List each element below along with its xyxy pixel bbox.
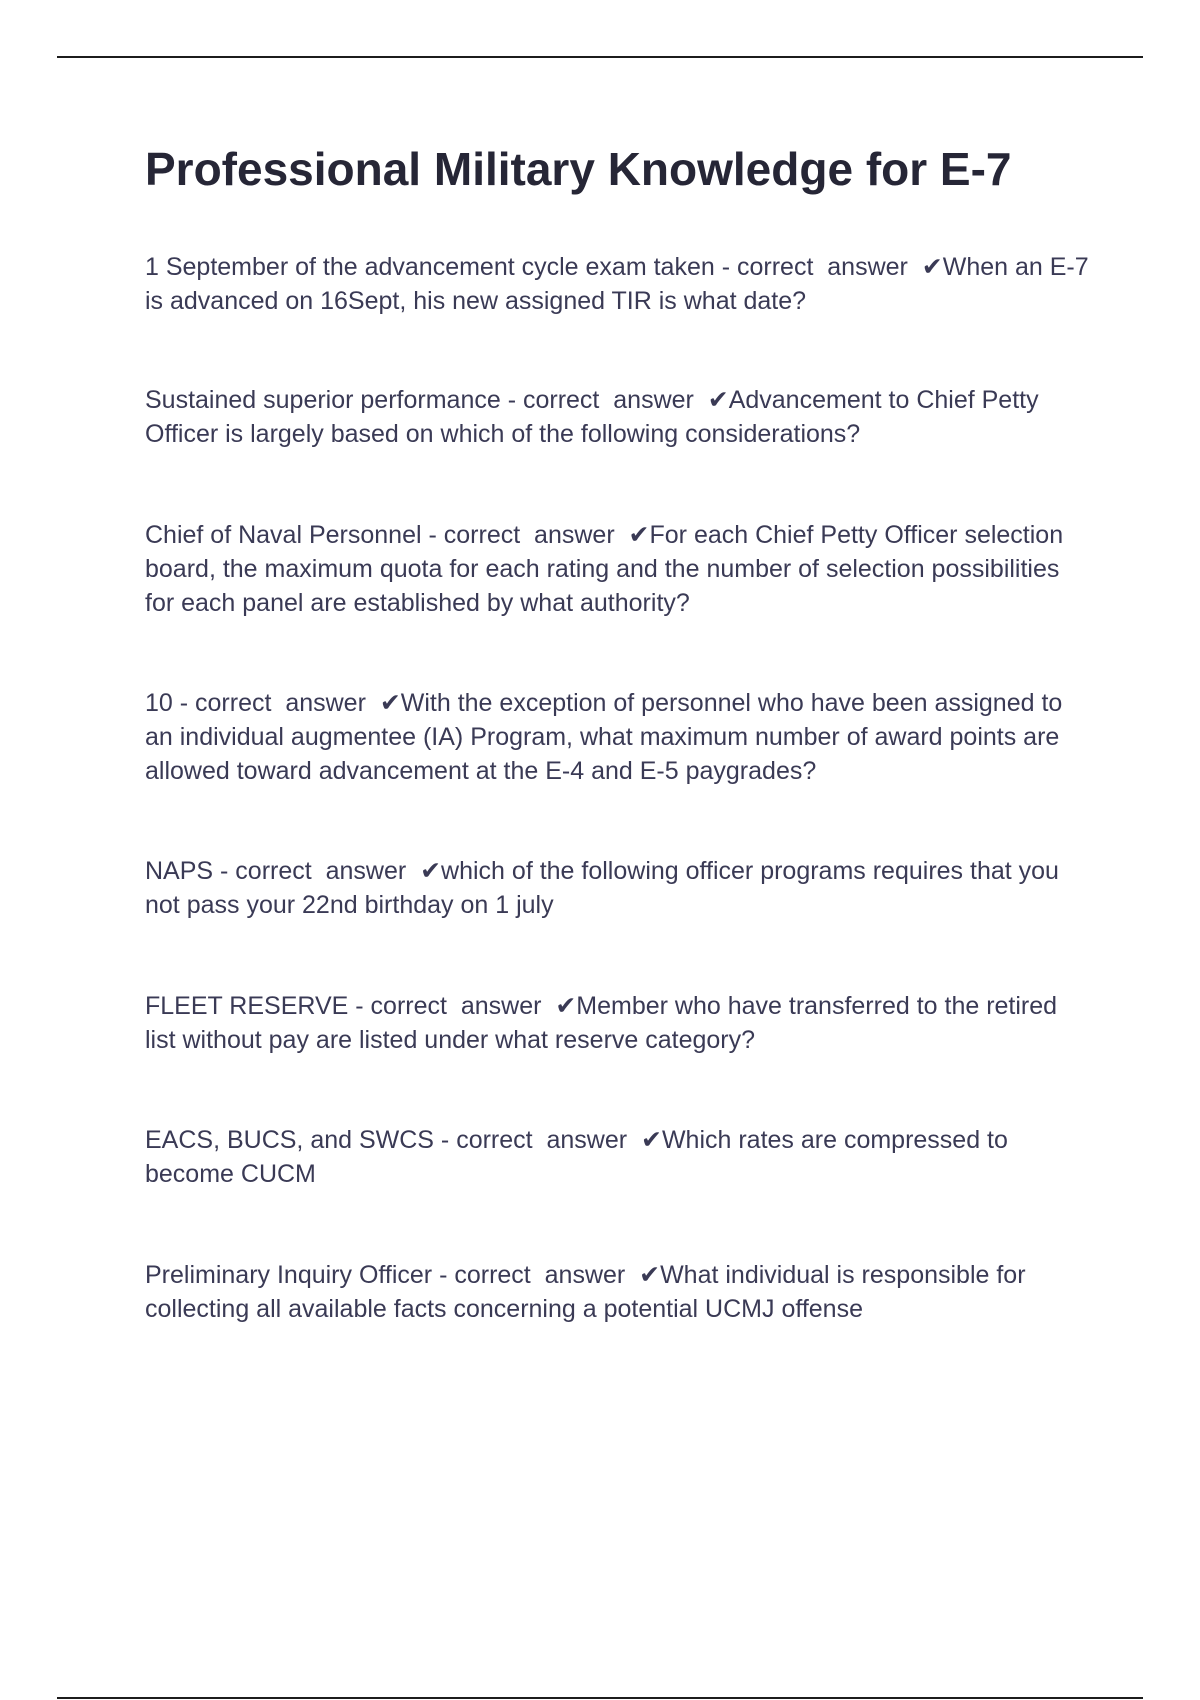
checkmark-icon: ✔ [420, 857, 442, 885]
answer-separator: - correct answer [421, 521, 629, 549]
document-title: Professional Military Knowledge for E-7 [145, 143, 1012, 195]
answer-separator: - correct answer [348, 992, 556, 1020]
checkmark-icon: ✔ [379, 689, 401, 717]
checkmark-icon: ✔ [639, 1261, 661, 1289]
question-text: Which rates are compressed to become CUCM [145, 1126, 1008, 1188]
qa-item-6 [145, 989, 1090, 1057]
answer-text: Chief of Naval Personnel [145, 521, 422, 549]
question-text: What individual is responsible for collecting all available facts concerning a potential UCMJ offense [145, 1261, 1026, 1323]
checkmark-icon: ✔ [921, 253, 943, 281]
answer-text: EACS, BUCS, and SWCS [145, 1126, 434, 1154]
qa-item-4 [145, 686, 1090, 788]
question-text: which of the following officer programs requires that you not pass your 22nd birthday on 1 july [145, 857, 1059, 919]
checkmark-icon: ✔ [707, 386, 729, 414]
qa-item-7 [145, 1123, 1090, 1191]
qa-item-8 [145, 1258, 1090, 1326]
question-text: Advancement to Chief Petty Officer is largely based on which of the following considerations? [145, 386, 1039, 448]
answer-separator: - correct answer [714, 253, 922, 281]
question-text: Member who have transferred to the retired list without pay are listed under what reserve category? [145, 992, 1058, 1054]
bottom-rule [57, 1697, 1143, 1699]
question-text: For each Chief Petty Officer selection board, the maximum quota for each rating and the number of selection possibilities for each panel are established by what authority? [145, 521, 1064, 617]
question-text: With the exception of personnel who have been assigned to an individual augmentee (IA) Program, what maximum number of award points are allowed toward advancement at the E-4 and E-5 paygrades? [145, 689, 1063, 785]
answer-text: 10 [145, 689, 173, 717]
answer-separator: - correct answer [500, 386, 708, 414]
question-text: When an E-7 is advanced on 16Sept, his new assigned TIR is what date? [145, 253, 1089, 315]
answer-text: NAPS [145, 857, 214, 885]
answer-separator: - correct answer [172, 689, 380, 717]
answer-text: FLEET RESERVE [145, 992, 349, 1020]
answer-text: 1 September of the advancement cycle exam taken [145, 253, 715, 281]
top-rule [57, 56, 1143, 58]
checkmark-icon: ✔ [628, 521, 650, 549]
qa-item-5 [145, 854, 1090, 922]
qa-item-2 [145, 383, 1090, 451]
answer-text: Preliminary Inquiry Officer [145, 1261, 433, 1289]
answer-separator: - correct answer [432, 1261, 640, 1289]
checkmark-icon: ✔ [640, 1126, 662, 1154]
answer-separator: - correct answer [433, 1126, 641, 1154]
qa-item-1 [145, 250, 1090, 318]
checkmark-icon: ✔ [555, 992, 577, 1020]
answer-separator: - correct answer [213, 857, 421, 885]
answer-text: Sustained superior performance [145, 386, 501, 414]
qa-item-3 [145, 518, 1090, 620]
